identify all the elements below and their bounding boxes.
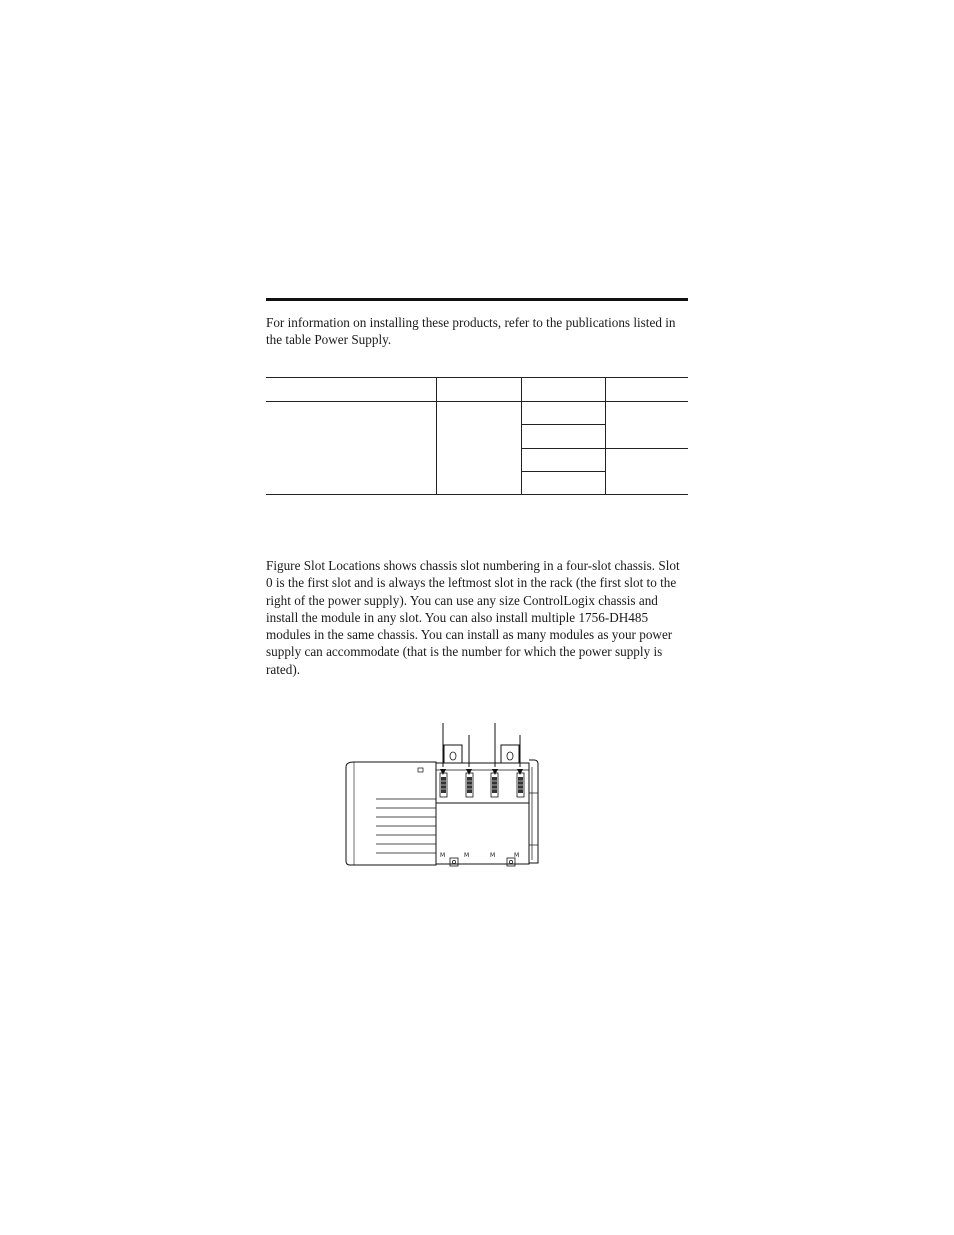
slot-locations-paragraph: Figure Slot Locations shows chassis slot numbering in a four-slot chassis. Slot 0 is the first slot and is always the leftmost slot in the rack (the first slot to the right of the power supply). You can use any size ControlLogix chassis and install the module in any slot. You can also install multiple 1756-DH485 modules in the same chassis. You can install as many modules as your power supply can accommodate (that is the number for which the power supply is rated). [266,558,680,677]
svg-text:M: M [490,852,496,859]
slot-3-arrow [517,769,523,775]
table-header-rule [266,401,688,402]
svg-text:M: M [514,852,520,859]
intro-paragraph: For information on installing these products, refer to the publications listed in the table Power Supply. [266,315,676,348]
table-row-rule [521,471,605,472]
slot-1-arrow [466,769,472,775]
table-col-divider [605,377,606,494]
svg-text:M: M [440,852,446,859]
table-row-rule [521,448,688,449]
slot-arrows [440,769,523,793]
slot-0-arrow [440,769,446,775]
chassis-outline [436,763,529,864]
power-supply-outline [346,762,436,865]
table-row-rule [521,424,605,425]
section-rule [266,298,688,301]
table-top-rule [266,377,688,378]
slot-2-arrow [492,769,498,775]
table-col-divider [436,377,437,494]
table-col-divider [521,377,522,494]
svg-text:M: M [464,852,470,859]
chassis-diagram-figure [340,715,550,875]
table-bottom-rule [266,494,688,495]
